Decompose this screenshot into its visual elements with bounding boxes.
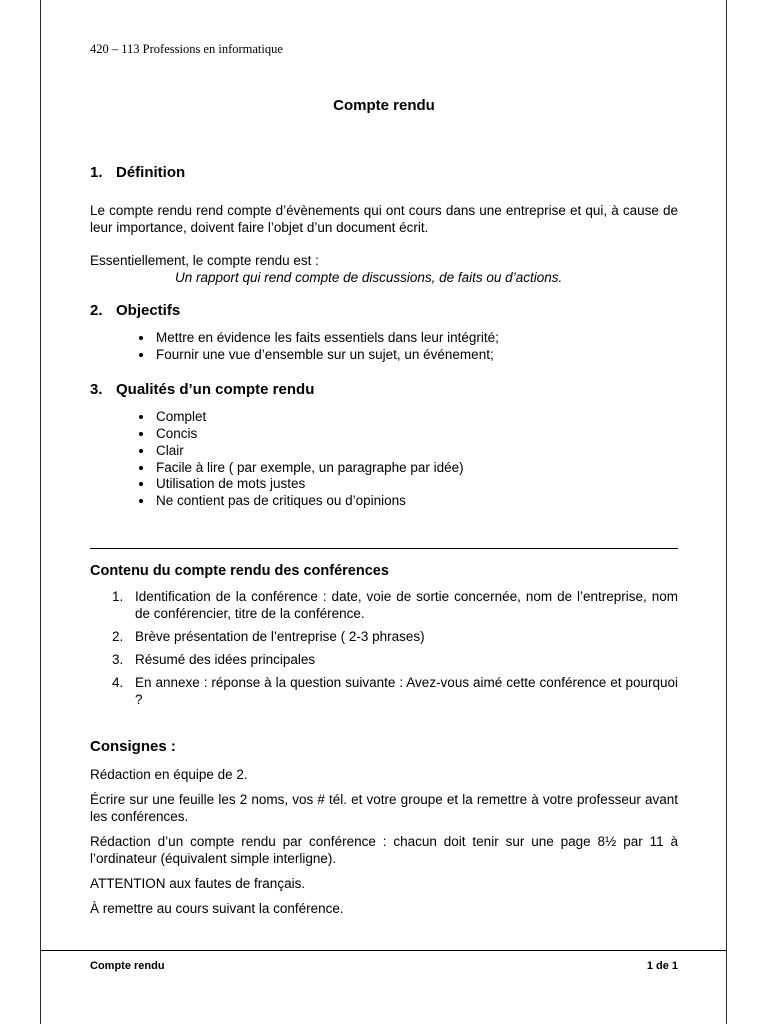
document-title: Compte rendu [333, 97, 435, 114]
section-title: Objectifs [116, 302, 181, 319]
list-item [90, 651, 678, 668]
consignes-heading: Consignes : [90, 737, 176, 755]
section-divider [90, 548, 678, 549]
list-item: • Utilisation de mots justes [154, 476, 678, 493]
definition-quote: Un rapport qui rend compte de discussions, de faits ou d’actions. [175, 270, 563, 285]
section-objectifs-heading [90, 302, 678, 320]
section-number: 1. [90, 164, 103, 181]
list-item: • Complet [154, 409, 678, 426]
qualites-list [90, 409, 678, 509]
list-item: • Mettre en évidence les faits essentiels dans leur intégrité; [154, 330, 678, 347]
objectifs-list [90, 330, 678, 363]
footer-title: Compte rendu [90, 960, 165, 972]
list-item: • Clair [154, 443, 678, 460]
footer-page-number: 1 de 1 [646, 960, 678, 972]
item-number: 4. [112, 674, 124, 690]
contenu-heading: Contenu du compte rendu des conférences [90, 562, 389, 579]
page-frame [40, 0, 727, 1024]
list-item [90, 674, 678, 708]
footer-rule [41, 950, 726, 951]
list-item [90, 588, 678, 622]
item-text: Résumé des idées principales [135, 651, 316, 667]
item-text: Identification de la conférence : date, voie de sortie concernée, nom de l’entreprise, nom de conférencier, titre de la conférence. [135, 588, 678, 621]
item-text: Brève présentation de l’entreprise ( 2-3 phrases) [135, 628, 425, 644]
list-item: • Concis [154, 426, 678, 443]
course-code-header: 420 – 113 Professions en informatique [90, 42, 283, 56]
list-item [90, 628, 678, 645]
section-number: 2. [90, 302, 103, 319]
page-footer [90, 960, 678, 972]
consigne-paragraph: À remettre au cours suivant la conférence. [90, 900, 344, 916]
consigne-paragraph: Rédaction d’un compte rendu par conférence : chacun doit tenir sur une page 8½ par 11 à l’ordinateur (équivalent simple interligne). [90, 833, 678, 866]
item-text: En annexe : réponse à la question suivante : Avez-vous aimé cette conférence et pourquoi ? [135, 674, 678, 707]
consigne-paragraph: Écrire sur une feuille les 2 noms, vos # tél. et votre groupe et la remettre à votre professeur avant les conférences. [90, 791, 678, 824]
section-number: 3. [90, 381, 103, 399]
item-number: 3. [112, 651, 124, 667]
consigne-paragraph: Rédaction en équipe de 2. [90, 766, 248, 782]
section-definition-heading [90, 164, 678, 182]
list-item: • Facile à lire ( par exemple, un paragraphe par idée) [154, 460, 678, 477]
definition-lead: Essentiellement, le compte rendu est : [90, 253, 319, 268]
consigne-paragraph: ATTENTION aux fautes de français. [90, 875, 306, 891]
definition-paragraph: Le compte rendu rend compte d’évènements qui ont cours dans une entreprise et qui, à cause de leur importance, doivent faire l’objet d’un document écrit. [90, 203, 678, 235]
list-item: • Ne contient pas de critiques ou d’opinions [154, 493, 678, 510]
item-number: 2. [112, 628, 124, 644]
contenu-list [90, 588, 678, 708]
page-content [41, 0, 726, 917]
item-number: 1. [112, 588, 124, 604]
section-title: Qualités d’un compte rendu [116, 381, 315, 399]
list-item: • Fournir une vue d’ensemble sur un sujet, un événement; [154, 347, 678, 364]
section-qualites-heading [90, 381, 678, 399]
section-title: Définition [116, 164, 186, 181]
